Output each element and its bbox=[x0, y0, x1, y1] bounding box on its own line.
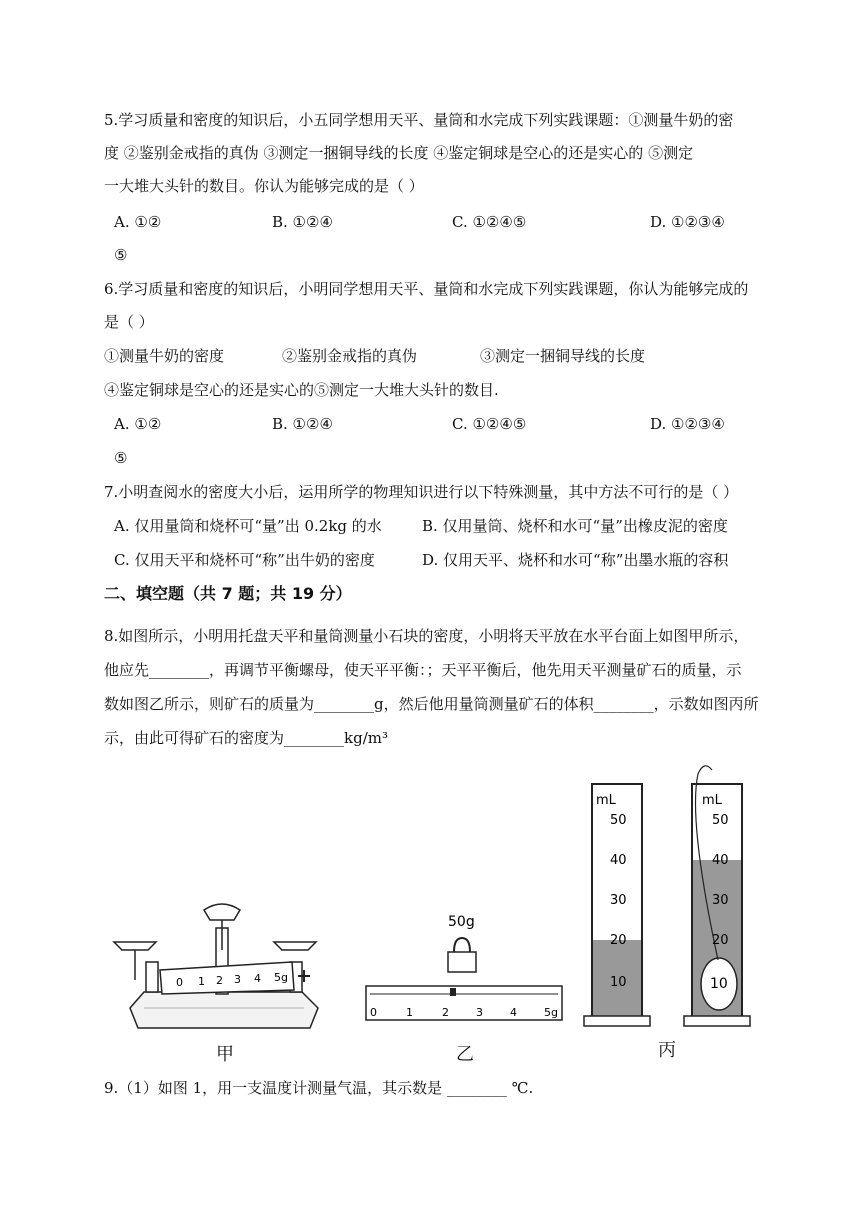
ruler-scale-1: 1 bbox=[406, 1006, 413, 1019]
q5-line-1: 5.学习质量和密度的知识后，小五同学想用天平、量筒和水完成下列实践课题：①测量牛奶的密 bbox=[104, 111, 734, 129]
q5-option-c: C. ①②④⑤ bbox=[452, 213, 527, 231]
ruler-scale-2: 2 bbox=[442, 1006, 449, 1019]
q7-line-1: 7.小明查阅水的密度大小后，运用所学的物理知识进行以下特殊测量，其中方法不可行的是（ ） bbox=[104, 483, 739, 501]
q6-line-1: 6.学习质量和密度的知识后，小明同学想用天平、量筒和水完成下列实践课题，你认为能够完成的 bbox=[104, 280, 749, 298]
q6-line-4: ④鉴定铜球是空心的还是实心的⑤测定一大堆大头针的数目. bbox=[104, 381, 499, 399]
right-cylinder-unit: mL bbox=[702, 793, 722, 808]
q6-item-1: ①测量牛奶的密度 bbox=[104, 347, 225, 365]
weight-label: 50g bbox=[448, 914, 475, 930]
right-tick-20: 20 bbox=[712, 933, 729, 948]
q6-item-3: ③测定一捆铜导线的长度 bbox=[480, 347, 646, 365]
balance-scale-4: 4 bbox=[254, 972, 261, 985]
q7-option-a: A. 仅用量筒和烧杯可“量”出 0.2kg 的水 bbox=[114, 517, 382, 535]
ruler-scale-5g: 5g bbox=[544, 1006, 558, 1019]
q8-line-1: 8.如图所示，小明用托盘天平和量筒测量小石块的密度，小明将天平放在水平台面上如图甲所示， bbox=[104, 627, 749, 645]
stone-label: 10 bbox=[710, 976, 728, 992]
left-tick-50: 50 bbox=[610, 813, 627, 828]
q7-option-b: B. 仅用量筒、烧杯和水可“量”出橡皮泥的密度 bbox=[422, 517, 728, 535]
balance-scale-3: 3 bbox=[234, 973, 241, 986]
right-tick-50: 50 bbox=[712, 813, 729, 828]
left-tick-10: 10 bbox=[610, 975, 627, 990]
left-tick-40: 40 bbox=[610, 853, 627, 868]
balance-scale-1: 1 bbox=[198, 975, 205, 988]
q8-line-3: 数如图乙所示，则矿石的质量为________g，然后他用量筒测量矿石的体积________，示数如图丙所 bbox=[104, 695, 759, 713]
q6-option-d-wrap: ⑤ bbox=[114, 449, 128, 467]
right-tick-40: 40 bbox=[712, 853, 729, 868]
q5-option-b: B. ①②④ bbox=[272, 213, 333, 231]
q9-line-1: 9.（1）如图 1，用一支温度计测量气温，其示数是 ________ ℃. bbox=[104, 1079, 534, 1097]
q6-option-b: B. ①②④ bbox=[272, 415, 333, 433]
weight-scale-figure bbox=[362, 908, 570, 1028]
q6-line-2: 是（ ） bbox=[104, 313, 154, 331]
ruler-scale-4: 4 bbox=[510, 1006, 517, 1019]
q6-option-a: A. ①② bbox=[114, 415, 162, 433]
balance-scale-5g: 5g bbox=[274, 971, 288, 984]
right-tick-30: 30 bbox=[712, 893, 729, 908]
q6-option-c: C. ①②④⑤ bbox=[452, 415, 527, 433]
balance-figure bbox=[104, 880, 344, 1040]
section-2-heading: 二、填空题（共 7 题；共 19 分） bbox=[104, 584, 352, 603]
q8-line-2: 他应先________，再调节平衡螺母，使天平平衡：；天平平衡后，他先用天平测量矿石的质量，示 bbox=[104, 661, 742, 679]
q5-option-d-wrap: ⑤ bbox=[114, 246, 128, 264]
q7-option-d: D. 仅用天平、烧杯和水可“称”出墨水瓶的容积 bbox=[422, 551, 729, 569]
q5-line-2: 度 ②鉴别金戒指的真伪 ③测定一捆铜导线的长度 ④鉴定铜球是空心的还是实心的 ⑤测定 bbox=[104, 144, 694, 162]
ruler-scale-0: 0 bbox=[370, 1006, 377, 1019]
left-tick-20: 20 bbox=[610, 933, 627, 948]
figure-label-bing: 丙 bbox=[658, 1040, 676, 1061]
balance-scale-0: 0 bbox=[176, 976, 183, 989]
figure-label-yi: 乙 bbox=[456, 1044, 474, 1065]
ruler-scale-3: 3 bbox=[476, 1006, 483, 1019]
q5-option-a: A. ①② bbox=[114, 213, 162, 231]
cylinders-figure bbox=[578, 760, 760, 1032]
left-tick-30: 30 bbox=[610, 893, 627, 908]
q6-option-d: D. ①②③④ bbox=[650, 415, 725, 433]
q6-item-2: ②鉴别金戒指的真伪 bbox=[282, 347, 418, 365]
q7-option-c: C. 仅用天平和烧杯可“称”出牛奶的密度 bbox=[114, 551, 375, 569]
figure-label-jia: 甲 bbox=[216, 1044, 234, 1065]
q5-option-d: D. ①②③④ bbox=[650, 213, 725, 231]
q5-line-3: 一大堆大头针的数目。你认为能够完成的是（ ） bbox=[104, 177, 424, 195]
left-cylinder-unit: mL bbox=[596, 793, 616, 808]
balance-scale-2: 2 bbox=[216, 974, 223, 987]
q8-line-4: 示，由此可得矿石的密度为________kg/m³ bbox=[104, 729, 388, 747]
